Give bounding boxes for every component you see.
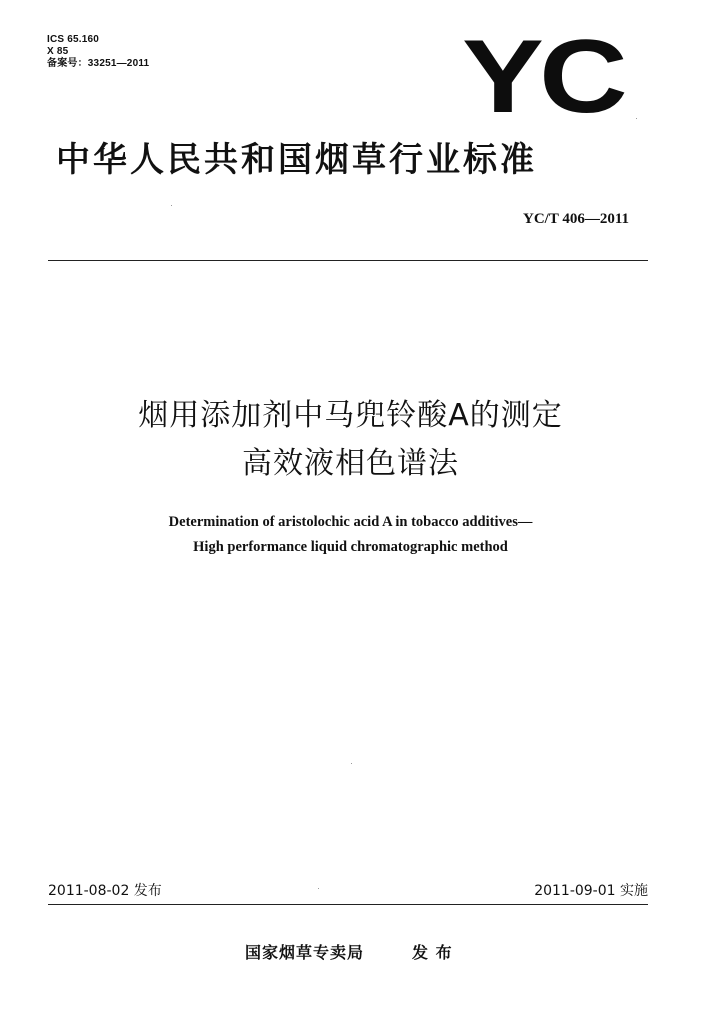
publisher-name: 国家烟草专卖局 [245,943,365,962]
publisher-action: 发 布 [412,943,453,962]
title-cn-line2: 高效液相色谱法 [242,446,459,481]
implementation-date: 2011-09-01 实施 [534,883,648,899]
yc-logo: YC [462,19,624,135]
scan-speck [636,118,637,119]
title-en-line1: Determination of aristolochic acid A in tobacco additives— [168,514,533,530]
issue-date: 2011-08-02 发布 [48,883,162,899]
scan-speck [171,205,172,206]
authority-name: 中华人民共和国烟草行业标准 [56,140,537,180]
ics-code: ICS 65.160 [47,34,100,45]
top-divider [48,260,648,261]
title-cn-line1: 烟用添加剂中马兜铃酸A的测定 [138,398,563,433]
scan-speck [351,763,352,764]
standard-code: YC/T 406—2011 [523,211,629,227]
scan-speck [318,888,319,889]
record-number: 备案号：33251—2011 [47,58,150,69]
bottom-divider [48,904,648,905]
title-en-line2: High performance liquid chromatographic method [193,539,508,555]
ccs-code: X 85 [47,46,69,57]
